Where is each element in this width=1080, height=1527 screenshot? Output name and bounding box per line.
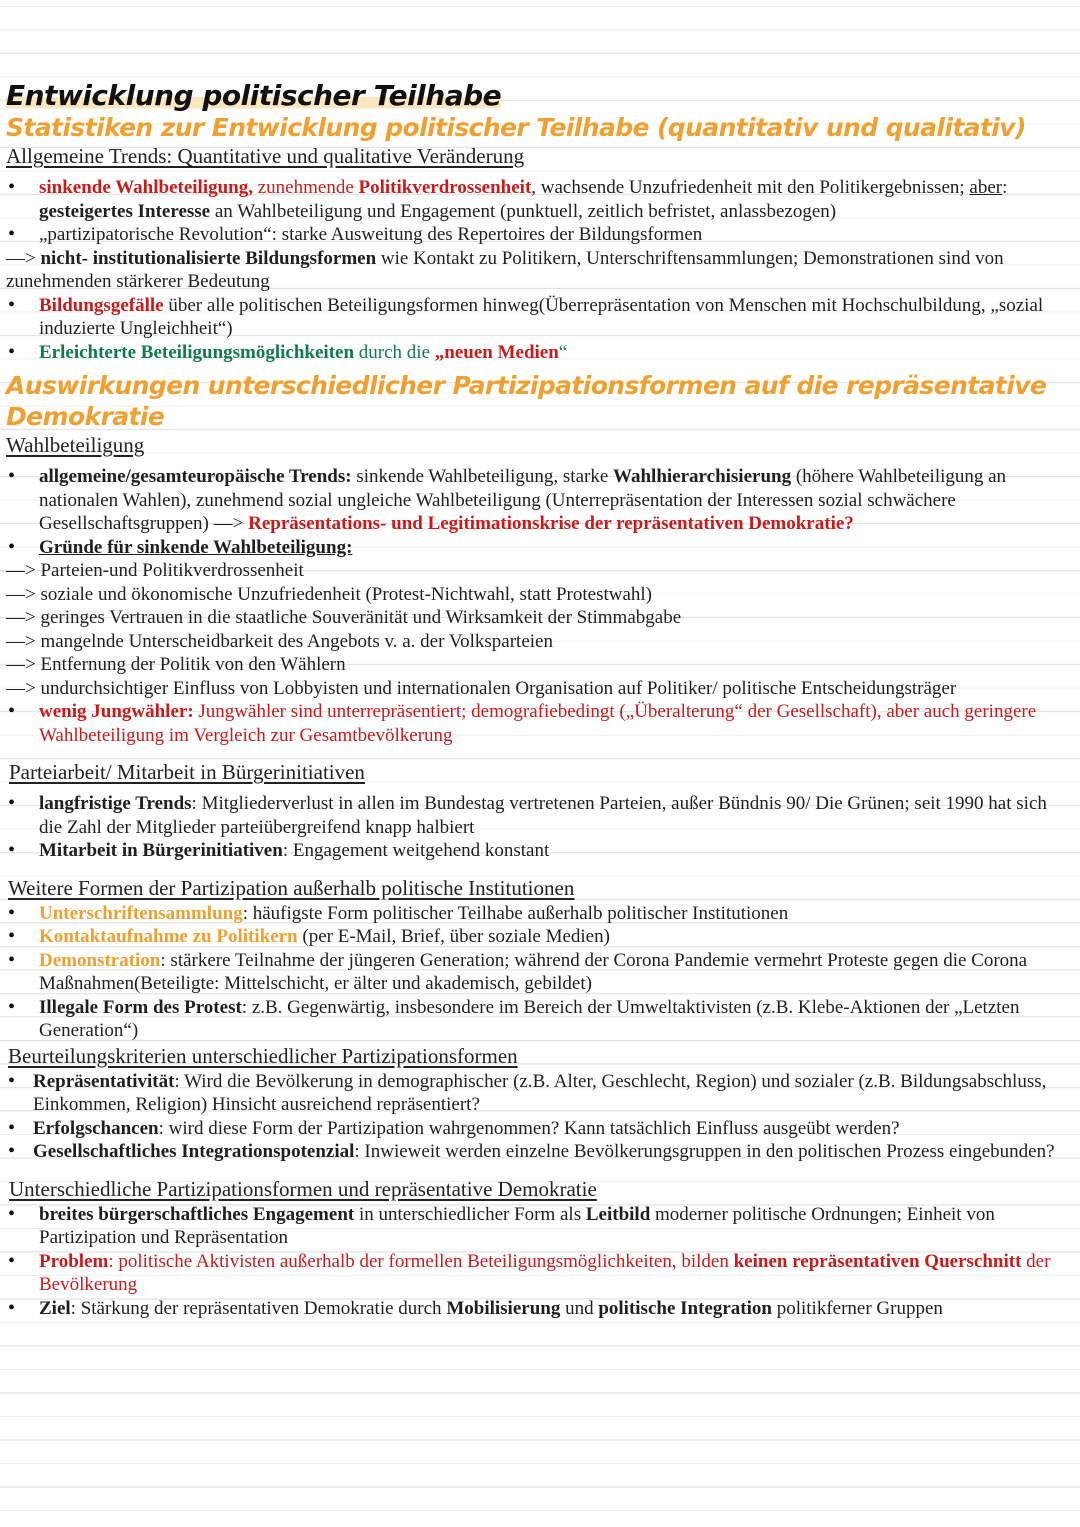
arrow-line: —> Parteien-und Politikverdrossenheit — [6, 560, 304, 581]
list-item: • breites bürgerschaftliches Engagement in unterschiedlicher Form als Leitbild moderner politische Ordnungen; Einheit von Partizipation und Repräsentation — [6, 1203, 1072, 1250]
subtitle-statistiken: Statistiken zur Entwicklung politischer Teilhabe (quantitativ und qualitativ) — [6, 113, 1026, 142]
heading-repraesentative-demokratie: Unterschiedliche Partizipationsformen und repräsentative Demokratie — [9, 1176, 597, 1201]
list-item: • sinkende Wahlbeteiligung, zunehmende Politikverdrossenheit, wachsende Unzufriedenheit mit den Politikergebnissen; aber: gesteigertes Interesse an Wahlbeteiligung und Engagement (punktuell, zeitlich befristet, anlassbezogen) — [6, 176, 1072, 223]
list-item: • Gesellschaftliches Integrationspotenzial: Inwieweit werden einzelne Bevölkerungsgruppen in den politischen Prozess eingebunden? — [6, 1140, 1072, 1164]
list-item: • Repräsentativität: Wird die Bevölkerung in demographischer (z.B. Alter, Geschlecht, Region) und sozialer (z.B. Bildungsabschluss, Einkommen, Religion) Hinsicht ausreichend repräsentiert? — [6, 1070, 1072, 1117]
list-allgemeine-trends — [6, 176, 1072, 247]
list-item: • langfristige Trends: Mitgliederverlust in allen im Bundestag vertretenen Parteien, außer Bündnis 90/ Die Grünen; seit 1990 hat sich die Zahl der Mitglieder parteiübergreifend knapp halbiert — [6, 792, 1072, 839]
list-item: • Gründe für sinkende Wahlbeteiligung: — [6, 536, 1072, 560]
list-item: • Illegale Form des Protest: z.B. Gegenwärtig, insbesondere im Bereich der Umweltaktivisten (z.B. Klebe-Aktionen der „Letzten Generation“) — [6, 996, 1072, 1043]
arrow-line: —> geringes Vertrauen in die staatliche Souveränität und Wirksamkeit der Stimmabgabe — [6, 607, 682, 628]
list-beurteilungskriterien — [6, 1070, 1072, 1164]
arrow-line: —> mangelnde Unterscheidbarkeit des Angebots v. a. der Volksparteien — [6, 630, 553, 652]
heading-parteiarbeit: Parteiarbeit/ Mitarbeit in Bürgerinitiativen — [9, 760, 365, 784]
list-item: • Demonstration: stärkere Teilnahme der jüngeren Generation; während der Corona Pandemie vermehrt Proteste gegen die Corona Maßnahmen(Beteiligte: Mittelschicht, er älter und akademisch, gebildet) — [6, 949, 1072, 996]
list-wahlbeteiligung — [6, 465, 1072, 559]
list-parteiarbeit — [6, 792, 1072, 863]
list-item: • Mitarbeit in Bürgerinitiativen: Engagement weitgehend konstant — [6, 839, 1072, 863]
heading-allgemeine-trends: Allgemeine Trends: Quantitative und qualitative Veränderung — [6, 144, 525, 168]
arrow-line: —> Entfernung der Politik von den Wählern — [6, 654, 346, 675]
notes-content — [6, 80, 1072, 1320]
heading-wahlbeteiligung: Wahlbeteiligung — [6, 433, 145, 457]
list-repraesentative-demokratie — [6, 1203, 1072, 1321]
list-item: • Ziel: Stärkung der repräsentativen Demokratie durch Mobilisierung und politische Integration politikferner Gruppen — [6, 1297, 1072, 1321]
list-wahlbeteiligung-2 — [6, 700, 1072, 747]
list-item: • Kontaktaufnahme zu Politikern (per E-Mail, Brief, über soziale Medien) — [6, 925, 1072, 949]
list-item: • Unterschriftensammlung: häufigste Form politischer Teilhabe außerhalb politischer Institutionen — [6, 902, 1072, 926]
list-item: • Problem: politische Aktivisten außerhalb der formellen Beteiligungsmöglichkeiten, bilden keinen repräsentativen Querschnitt der Bevölkerung — [6, 1250, 1072, 1297]
subtitle-auswirkungen: Auswirkungen unterschiedlicher Partizipationsformen auf die repräsentative Demokratie — [6, 371, 1047, 431]
list-item: • wenig Jungwähler: Jungwähler sind unterrepräsentiert; demografiebedingt („Überalterung“ der Gesellschaft), aber auch geringere Wahlbeteiligung im Vergleich zur Gesamtbevölkerung — [6, 700, 1072, 747]
arrow-line: —> undurchsichtiger Einfluss von Lobbyisten und internationalen Organisation auf Politiker/ politische Entscheidungsträger — [6, 677, 957, 699]
arrow-line: —> nicht- institutionalisierte Bildungsformen wie Kontakt zu Politikern, Unterschriftensammlungen; Demonstrationen sind von zunehmenden stärkerer Bedeutung — [6, 247, 1004, 292]
list-item: • Bildungsgefälle über alle politischen Beteiligungsformen hinweg(Überrepräsentation von Menschen mit Hochschulbildung, „sozial induzierte Ungleichheit“) — [6, 294, 1072, 341]
heading-beurteilungskriterien: Beurteilungskriterien unterschiedlicher Partizipationsformen — [8, 1043, 518, 1068]
list-item: • „partizipatorische Revolution“: starke Ausweitung des Repertoires der Bildungsformen — [6, 223, 1072, 247]
page-title: Entwicklung politischer Teilhabe — [6, 79, 502, 112]
list-allgemeine-trends-2 — [6, 294, 1072, 365]
list-item: • Erfolgschancen: wird diese Form der Partizipation wahrgenommen? Kann tatsächlich Einfluss ausgeübt werden? — [6, 1117, 1072, 1141]
list-item: • allgemeine/gesamteuropäische Trends: sinkende Wahlbeteiligung, starke Wahlhierarchisierung (höhere Wahlbeteiligung an nationalen Wahlen), zunehmend sozial ungleiche Wahlbeteiligung (Unterrepräsentation der Interessen sozial schwächere Gesellschaftsgruppen) —> Repräsentations- und Legitimationskrise der repräsentativen Demokratie? — [6, 465, 1072, 536]
arrow-line: —> soziale und ökonomische Unzufriedenheit (Protest-Nichtwahl, statt Protestwahl) — [6, 583, 653, 605]
list-item: • Erleichterte Beteiligungsmöglichkeiten durch die „neuen Medien“ — [6, 341, 1072, 365]
heading-weitere-formen: Weitere Formen der Partizipation außerhalb politische Institutionen — [8, 875, 575, 900]
list-weitere-formen — [6, 902, 1072, 1043]
